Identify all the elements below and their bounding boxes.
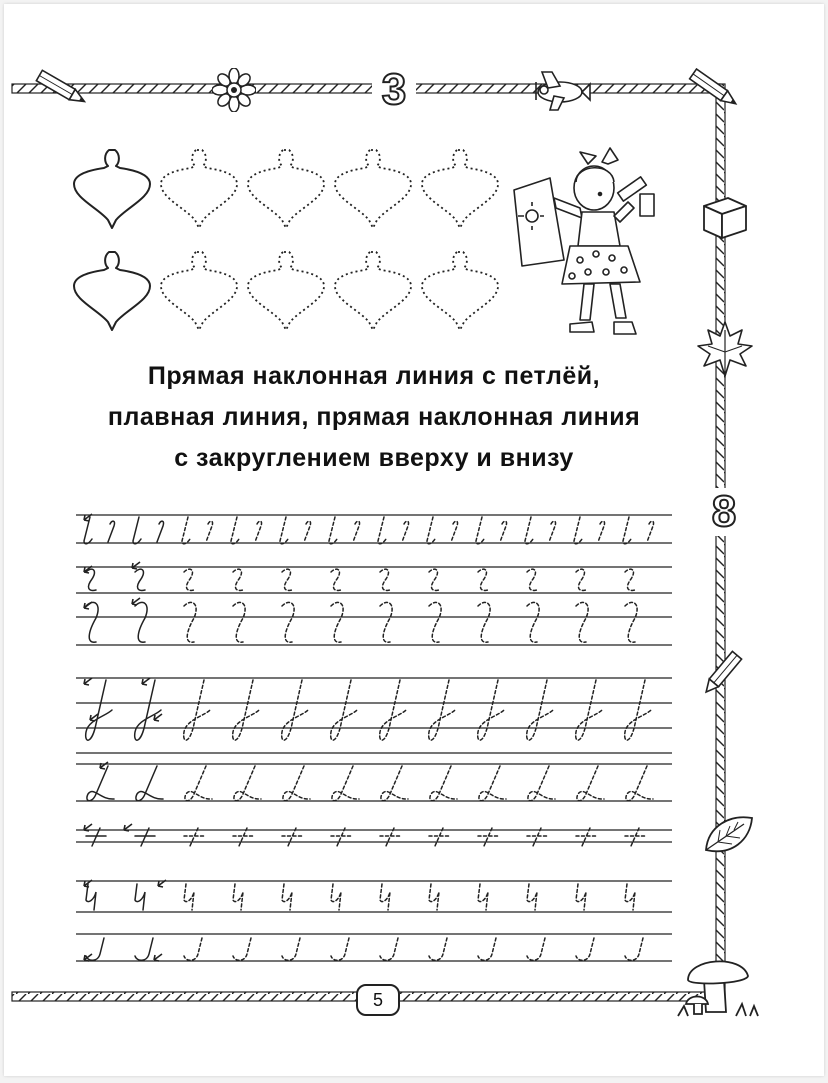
handwriting-stroke: [429, 884, 439, 910]
handwriting-stroke: [331, 569, 341, 590]
direction-arrow-icon: [84, 602, 92, 609]
spinning-top-trace: [161, 252, 237, 330]
handwriting-stroke: [625, 680, 651, 740]
handwriting-stroke: [255, 521, 262, 542]
handwriting-stroke: [402, 521, 409, 542]
handwriting-stroke: [380, 680, 406, 740]
handwriting-stroke: [332, 766, 359, 801]
handwriting-stroke: [184, 680, 210, 740]
handwriting-stroke: [427, 517, 435, 544]
handwriting-stroke: [184, 569, 194, 590]
heading-line-2: плавная линия, прямая наклонная линия: [107, 403, 641, 431]
handwriting-stroke: [576, 828, 596, 846]
handwriting-stroke: [527, 680, 553, 740]
handwriting-stroke: [331, 938, 349, 960]
handwriting-stroke: [329, 517, 337, 544]
handwriting-stroke: [429, 680, 455, 740]
handwriting-stroke: [184, 602, 196, 642]
handwriting-stroke: [625, 569, 635, 590]
handwriting-stroke: [430, 766, 457, 801]
handwriting-stroke: [429, 569, 439, 590]
spinning-top-trace: [161, 150, 237, 228]
handwriting-stroke: [282, 938, 300, 960]
heading-line-1: Прямая наклонная линия с петлёй,: [147, 362, 601, 390]
spinning-top-trace: [248, 150, 324, 228]
handwriting-stroke: [525, 517, 533, 544]
handwriting-stroke: [331, 602, 343, 642]
handwriting-stroke: [380, 828, 400, 846]
handwriting-stroke: [626, 766, 653, 801]
workbook-page: [4, 4, 824, 1076]
spinning-top-trace: [422, 252, 498, 330]
handwriting-stroke: [133, 517, 141, 544]
handwriting-stroke: [135, 938, 153, 960]
direction-arrow-icon: [132, 598, 140, 605]
handwriting-stroke: [478, 602, 490, 642]
handwriting-stroke: [280, 517, 288, 544]
handwriting-stroke: [576, 602, 588, 642]
handwriting-stroke: [479, 766, 506, 801]
exercise-heading: [64, 356, 684, 479]
handwriting-stroke: [527, 884, 537, 910]
handwriting-stroke: [549, 521, 556, 542]
handwriting-stroke: [451, 521, 458, 542]
handwriting-stroke: [331, 828, 351, 846]
handwriting-stroke: [576, 569, 586, 590]
handwriting-stroke: [136, 766, 163, 801]
spinning-top-icon: [74, 150, 150, 228]
handwriting-stroke: [527, 828, 547, 846]
handwriting-stroke: [478, 884, 488, 910]
direction-arrow-icon: [132, 562, 140, 569]
handwriting-stroke: [331, 680, 357, 740]
handwriting-stroke: [527, 569, 537, 590]
handwriting-stroke: [185, 766, 212, 801]
handwriting-stroke: [378, 517, 386, 544]
handwriting-stroke: [625, 828, 645, 846]
handwriting-stroke: [282, 680, 308, 740]
handwriting-stroke: [478, 938, 496, 960]
handwriting-stroke: [576, 680, 602, 740]
handwriting-stroke: [157, 521, 164, 542]
handwriting-stroke: [233, 828, 253, 846]
handwriting-stroke: [304, 521, 311, 542]
handwriting-stroke: [429, 938, 447, 960]
direction-arrow-icon: [154, 954, 162, 961]
handwriting-stroke: [576, 884, 586, 910]
handwriting-stroke: [233, 569, 243, 590]
handwriting-stroke: [625, 602, 637, 642]
handwriting-stroke: [234, 766, 261, 801]
handwriting-stroke: [598, 521, 605, 542]
handwriting-stroke: [282, 569, 292, 590]
spinning-top-trace: [422, 150, 498, 228]
handwriting-stroke: [233, 938, 251, 960]
frame-number-three: 3: [372, 66, 416, 114]
direction-arrow-icon: [84, 678, 92, 685]
handwriting-stroke: [527, 938, 545, 960]
handwriting-stroke: [577, 766, 604, 801]
handwriting-stroke: [380, 602, 392, 642]
handwriting-stroke: [135, 602, 147, 642]
spinning-top-trace: [335, 252, 411, 330]
tracing-exercises: [4, 4, 824, 1076]
handwriting-stroke: [135, 884, 145, 910]
handwriting-stroke: [429, 828, 449, 846]
heading-line-3: с закруглением вверху и внизу: [174, 444, 574, 472]
handwriting-stroke: [86, 680, 112, 740]
handwriting-stroke: [135, 680, 161, 740]
handwriting-stroke: [184, 884, 194, 910]
handwriting-stroke: [476, 517, 484, 544]
handwriting-stroke: [206, 521, 213, 542]
handwriting-stroke: [625, 938, 643, 960]
handwriting-stroke: [282, 828, 302, 846]
handwriting-stroke: [87, 766, 114, 801]
handwriting-stroke: [283, 766, 310, 801]
handwriting-stroke: [478, 569, 488, 590]
handwriting-stroke: [528, 766, 555, 801]
handwriting-stroke: [625, 884, 635, 910]
handwriting-stroke: [353, 521, 360, 542]
handwriting-stroke: [381, 766, 408, 801]
handwriting-stroke: [231, 517, 239, 544]
frame-number-eight: 8: [704, 488, 744, 536]
handwriting-stroke: [429, 602, 441, 642]
page-number: 5: [356, 984, 400, 1016]
handwriting-stroke: [182, 517, 190, 544]
spinning-top-trace: [248, 252, 324, 330]
handwriting-stroke: [108, 521, 115, 542]
handwriting-stroke: [233, 680, 259, 740]
handwriting-stroke: [184, 938, 202, 960]
handwriting-stroke: [282, 602, 294, 642]
handwriting-stroke: [500, 521, 507, 542]
handwriting-stroke: [380, 938, 398, 960]
handwriting-stroke: [282, 884, 292, 910]
spinning-top-icon: [74, 252, 150, 330]
handwriting-stroke: [527, 602, 539, 642]
handwriting-stroke: [647, 521, 654, 542]
handwriting-stroke: [380, 884, 390, 910]
handwriting-stroke: [184, 828, 204, 846]
spinning-top-trace: [335, 150, 411, 228]
handwriting-stroke: [331, 884, 341, 910]
direction-arrow-icon: [154, 714, 162, 721]
handwriting-stroke: [623, 517, 631, 544]
handwriting-stroke: [576, 938, 594, 960]
handwriting-stroke: [233, 884, 243, 910]
handwriting-stroke: [478, 828, 498, 846]
direction-arrow-icon: [142, 678, 150, 685]
handwriting-stroke: [574, 517, 582, 544]
handwriting-stroke: [478, 680, 504, 740]
handwriting-stroke: [135, 569, 145, 590]
handwriting-stroke: [380, 569, 390, 590]
handwriting-stroke: [86, 884, 96, 910]
handwriting-stroke: [233, 602, 245, 642]
handwriting-stroke: [135, 828, 155, 846]
